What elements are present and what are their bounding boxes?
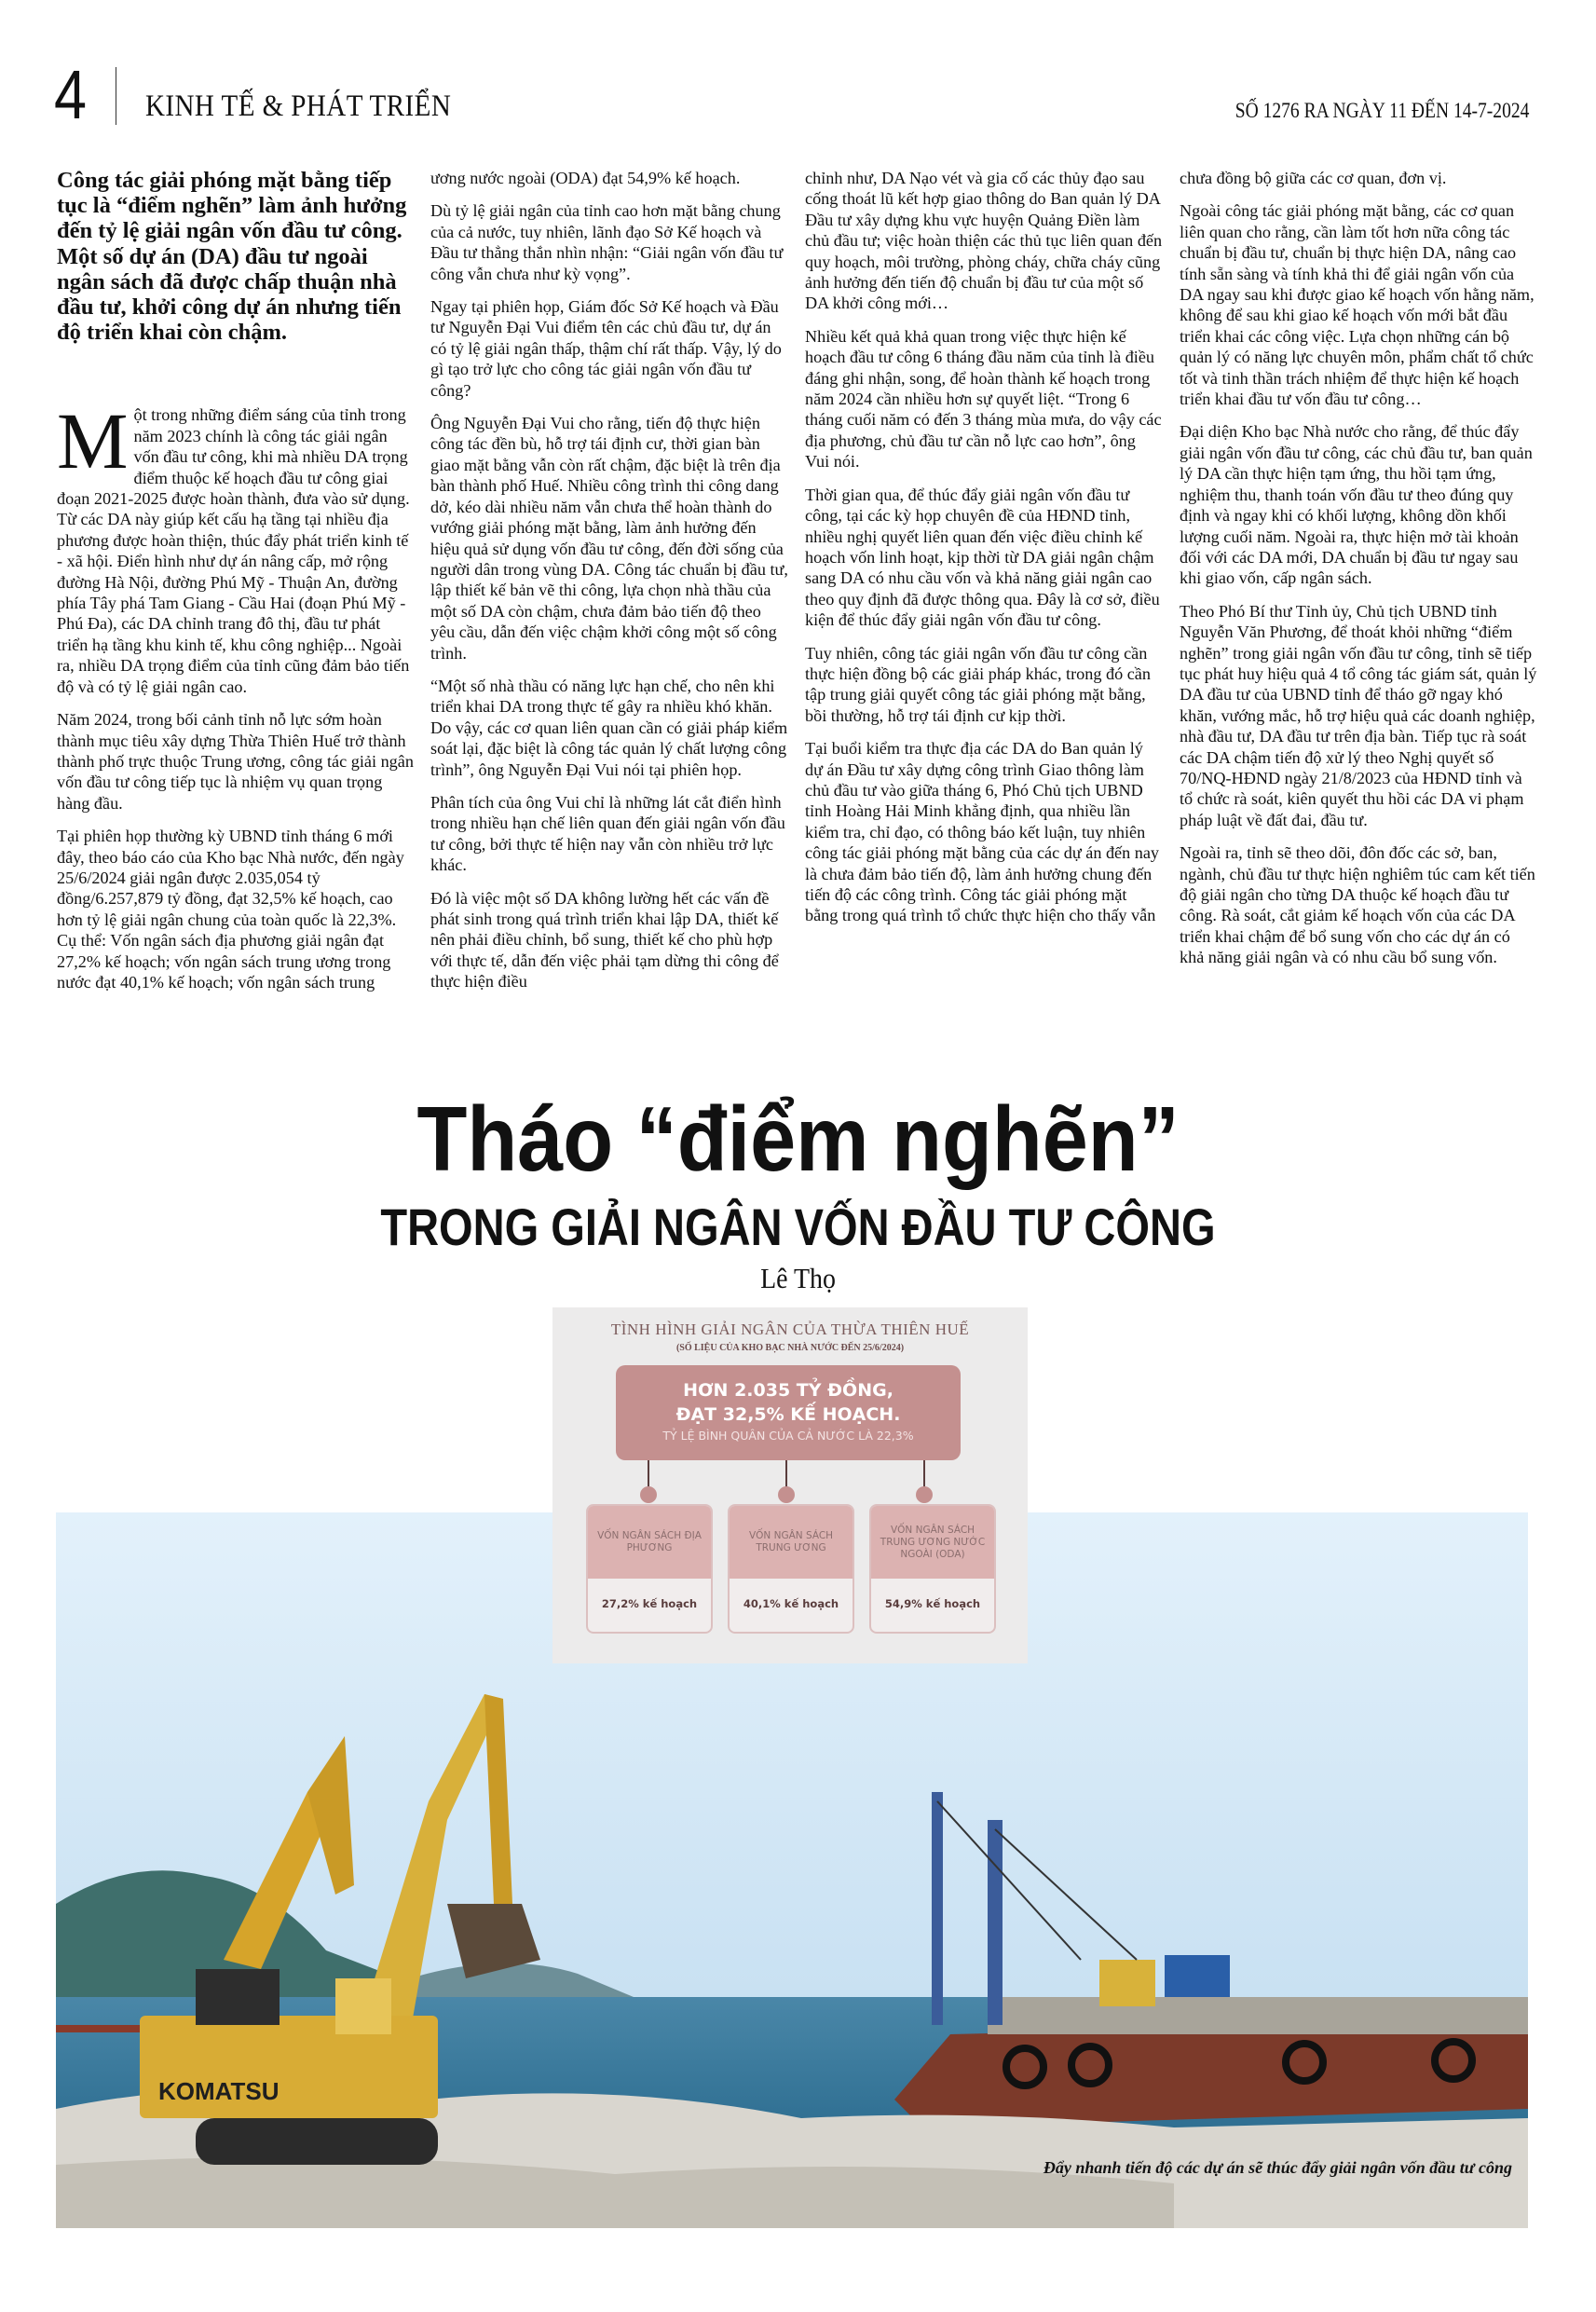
- infographic-title: TÌNH HÌNH GIẢI NGÂN CỦA THỪA THIÊN HUẾ: [610, 1320, 970, 1338]
- article-subtitle-text: TRONG GIẢI NGÂN VỐN ĐẦU TƯ CÔNG: [380, 1197, 1216, 1256]
- summary-line-1: HƠN 2.035 TỶ ĐỒNG,: [683, 1380, 893, 1401]
- box-value: 27,2% kế hoạch: [601, 1597, 698, 1610]
- photo-caption: Đẩy nhanh tiến độ các dự án sẽ thúc đẩy giải ngân vốn đầu tư công: [1043, 2158, 1512, 2177]
- paragraph: Ông Nguyễn Đại Vui cho rằng, tiến độ thực hiện công tác đền bù, hỗ trợ tái định cư, thời gian bàn giao mặt bằng vẫn còn rất chậm, đặc biệt là trên địa bàn thành phố Huế. Nhiều công trình thi công dang dở, kéo dài nhiều năm vẫn chưa thể hoàn thành do vướng giải phóng mặt bằng, làm ảnh hưởng đến hiệu quả sử dụng vốn đầu tư công, đến đời sống của người dân trong vùng DA. Công tác chuẩn bị đầu tư, lập thiết kế bản vẽ thi công, lựa chọn nhà thầu của một số DA còn chậm, chưa đảm bảo tiến độ theo yêu cầu, dẫn đến việc chậm khởi công một số công trình.: [430, 414, 788, 663]
- paragraph: “Một số nhà thầu có năng lực hạn chế, cho nên khi triển khai DA trong thực tế gây ra nhiều khó khăn. Do vậy, các cơ quan liên quan cần có giải pháp kiểm soát lại, đặc biệt là công tác quản lý chất lượng công trình”, ông Nguyễn Đại Vui nói tại phiên họp.: [430, 676, 788, 779]
- infographic-subtitle: (SỐ LIỆU CỦA KHO BẠC NHÀ NƯỚC ĐẾN 25/6/2024): [675, 1343, 905, 1353]
- paragraph: ương nước ngoài (ODA) đạt 54,9% kế hoạch.: [430, 169, 741, 187]
- box-label: VỐN NGÂN SÁCH TRUNG ƯƠNG: [730, 1506, 853, 1579]
- paragraph: Theo Phó Bí thư Tỉnh ủy, Chủ tịch UBND tỉnh Nguyễn Văn Phương, để thoát khỏi những “điểm nghẽn” trong giải ngân vốn đầu tư công, tỉnh sẽ tiếp tục phát huy hiệu quả 4 tổ công tác giám sát, quản lý DA đầu tư của UBND tỉnh để tháo gỡ ngay khó khăn, vướng mắc, hỗ trợ hiệu quả các doanh nghiệp, nhà đầu tư, DA đầu tư trên địa bàn. Tiếp tục rà soát các DA chậm tiến độ xử lý theo Nghị quyết số 70/NQ-HĐND ngày 21/8/2023 của HĐND tỉnh và tổ chức rà soát, kiên quyết thu hồi các DA vi phạm pháp luật về đất đai, đầu tư.: [1180, 601, 1537, 829]
- paragraph: Ngoài ra, tỉnh sẽ theo dõi, đôn đốc các sở, ban, ngành, chủ đầu tư thực hiện nghiêm túc cam kết tiến độ giải ngân cho từng DA thuộc kế hoạch đầu tư công. Rà soát, cắt giảm kế hoạch vốn của các DA triển khai chậm để bổ sung vốn cho các dự án có khả năng giải ngân và có nhu cầu bổ sung vốn.: [1180, 843, 1535, 967]
- paragraph: chưa đồng bộ giữa các cơ quan, đơn vị.: [1180, 169, 1447, 187]
- infographic-summary: [616, 1365, 961, 1460]
- paragraph: Tuy nhiên, công tác giải ngân vốn đầu tư công cần thực hiện đồng bộ các giải pháp khác, trong đó cần tập trung giải quyết công tác giải phóng mặt bằng, bồi thường, hỗ trợ tái định cư kịp thời.: [805, 643, 1151, 725]
- summary-line-3: TỶ LỆ BÌNH QUÂN CỦA CẢ NƯỚC LÀ 22,3%: [662, 1429, 914, 1443]
- paragraph: Đại diện Kho bạc Nhà nước cho rằng, để thúc đẩy giải ngân vốn đầu tư công, các chủ đầu tư, ban quản lý DA cần thực hiện tạm ứng, thu hồi tạm ứng, nghiệm thu, thanh toán vốn đầu tư theo đúng quy định và ngay khi có khối lượng, không dồn khối lượng cuối năm. Ngoài ra, thực hiện mở tài khoản đối với các DA mới, DA chuẩn bị đầu tư ngay sau khi giao vốn, cấp ngân sách.: [1180, 422, 1533, 588]
- paragraph: Tại buổi kiểm tra thực địa các DA do Ban quản lý dự án Đầu tư xây dựng công trình Giao thông làm chủ đầu tư vào giữa tháng 6, Phó Chủ tịch UBND tỉnh Hoàng Hải Minh khẳng định, qua nhiều lần kiểm tra, chỉ đạo, có thông báo kết luận, tuy nhiên công tác giải phóng mặt bằng của các dự án đến nay là chưa đảm bảo tiến độ, làm ảnh hưởng chung đến tiến độ các công trình. Công tác giải phóng mặt bằng trong quá trình tổ chức thực hiện cho thấy vẫn: [805, 739, 1160, 925]
- article-author: Lê Thọ: [760, 1262, 836, 1294]
- box-value: 40,1% kế hoạch: [743, 1597, 839, 1610]
- page-number: 4: [54, 56, 87, 133]
- box-label: VỐN NGÂN SÁCH ĐỊA PHƯƠNG: [588, 1506, 711, 1579]
- paragraph: Nhiều kết quả khả quan trong việc thực hiện kế hoạch đầu tư công 6 tháng đầu năm của tỉnh là điều đáng ghi nhận, song, để hoàn thành kế hoạch trong năm 2024 cần nhiều hơn sự quyết liệt. “Trong 6 tháng cuối năm có đến 3 tháng mùa mưa, do vậy các địa phương, chủ đầu tư cần nỗ lực cao hơn”, ông Vui nói.: [805, 326, 1162, 472]
- section-title: KINH TẾ & PHÁT TRIỂN: [145, 89, 452, 123]
- article-column-4: [1180, 168, 1538, 980]
- box-label: VỐN NGÂN SÁCH TRUNG ƯƠNG NƯỚC NGOÀI (ODA): [871, 1506, 994, 1579]
- connector-line: [785, 1460, 787, 1488]
- connector-dot: [640, 1486, 657, 1503]
- paragraph-text: ột trong những điểm sáng của tỉnh trong năm 2023 chính là công tác giải ngân vốn đầu tư công, khi mà nhiều DA trọng điểm thuộc kế hoạch đầu tư công giai đoạn 2021-2025 được hoàn thành, đưa vào sử dụng. Từ các DA này giúp kết cấu hạ tầng tại nhiều địa phương được hoàn thiện, thúc đẩy phát triển kinh tế - xã hội. Điển hình như dự án nâng cấp, mở rộng đường Hà Nội, đường Phú Mỹ - Thuận An, đường phía Tây phá Tam Giang - Cầu Hai (đoạn Phú Mỹ - Phú Đa), các DA chỉnh trang đô thị, đầu tư phát triển hạ tầng khu kinh tế, khu công nghiệp... Ngoài ra, nhiều DA trọng điểm của tỉnh cũng đảm bảo tiến độ và có tỷ lệ giải ngân cao.: [57, 405, 410, 696]
- paragraph: Ngay tại phiên họp, Giám đốc Sở Kế hoạch và Đầu tư Nguyễn Đại Vui điểm tên các chủ đầu tư, dự án có tỷ lệ giải ngân thấp, thậm chí rất thấp. Vậy, lý do gì tạo trở lực cho công tác giải ngân vốn đầu tư công?: [430, 297, 782, 400]
- paragraph: [57, 396, 416, 697]
- paragraph: Ngoài công tác giải phóng mặt bằng, các cơ quan liên quan cho rằng, cần làm tốt hơn nữa công tác chuẩn bị đầu tư, chuẩn bị thực hiện DA, nâng cao tính sẵn sàng và tính khả thi để giải ngân vốn của DA ngay sau khi được giao kế hoạch vốn hằng năm, không để sau khi giao kế hoạch vốn mới bắt đầu triển khai các công việc. Lựa chọn những cán bộ quản lý có năng lực chuyên môn, phẩm chất tổ chức tốt và tinh thần trách nhiệm để thực hiện kế hoạch triển khai đầu tư vốn đầu tư công…: [1180, 201, 1535, 409]
- drop-cap: M: [57, 396, 129, 486]
- article-title: [0, 1088, 1596, 1190]
- paragraph: Phân tích của ông Vui chỉ là những lát cắt điển hình trong nhiều hạn chế liên quan đến giải ngân vốn đầu tư công, bởi thực tế hiện nay vẫn còn nhiều trở lực khác.: [430, 792, 785, 875]
- article-column-1: [57, 168, 416, 1005]
- summary-line-2: ĐẠT 32,5% KẾ HOẠCH.: [675, 1404, 901, 1425]
- infographic-box-local: [586, 1504, 713, 1634]
- paragraph: Thời gian qua, để thúc đẩy giải ngân vốn đầu tư công, tại các kỳ họp chuyên đề của HĐND tỉnh, nhiều nghị quyết liên quan đến việc điều chỉnh kế hoạch vốn linh hoạt, kịp thời từ DA giải ngân chậm sang DA có nhu cầu vốn và khả năng giải ngân cao theo quy định đã được thông qua. Đây là cơ sở, điều kiện để thúc đẩy giải ngân vốn đầu tư công.: [805, 485, 1160, 630]
- article-column-3: [805, 168, 1164, 938]
- infographic-box-oda: [869, 1504, 996, 1634]
- article-subtitle: [0, 1198, 1596, 1256]
- paragraph: chỉnh như, DA Nạo vét và gia cố các thủy đạo sau cống thoát lũ kết hợp giao thông do Ban quản lý DA Đầu tư xây dựng khu vực huyện Quảng Điền làm chủ đầu tư; việc hoàn thiện các thủ tục liên quan đến quy hoạch, môi trường, phòng cháy, chữa cháy cũng ảnh hưởng đến tiến độ chuẩn bị đầu tư của một số DA khởi công mới…: [805, 169, 1163, 313]
- article-lead: Công tác giải phóng mặt bằng tiếp tục là “điểm nghẽn” làm ảnh hưởng đến tỷ lệ giải ngân vốn đầu tư công. Một số dự án (DA) đầu tư ngoài ngân sách đã được chấp thuận nhà đầu tư, khởi công dự án nhưng tiến độ triển khai còn chậm.: [57, 168, 407, 346]
- paragraph: Dù tỷ lệ giải ngân của tỉnh cao hơn mặt bằng chung của cả nước, tuy nhiên, lãnh đạo Sở Kế hoạch và Đầu tư thẳng thắn nhìn nhận: “Giải ngân vốn đầu tư công vẫn chưa như kỳ vọng”.: [430, 201, 784, 283]
- paragraph: Năm 2024, trong bối cảnh tỉnh nỗ lực sớm hoàn thành mục tiêu xây dựng Thừa Thiên Huế trở thành thành phố trực thuộc Trung ương, công tác giải ngân vốn đầu tư công tiếp tục là nhiệm vụ quan trọng hàng đầu.: [57, 710, 414, 813]
- excavator-brand: KOMATSU: [158, 2077, 280, 2105]
- article-title-text: Tháo “điểm nghẽn”: [416, 1088, 1180, 1190]
- paragraph: Đó là việc một số DA không lường hết các vấn đề phát sinh trong quá trình triển khai lập DA, thiết kế nên phải điều chỉnh, bổ sung, thiết kế cho phù hợp với thực tế, dẫn đến việc phải tạm dừng thi công để thực hiện điều: [430, 888, 779, 992]
- connector-dot: [778, 1486, 795, 1503]
- issue-info: SỐ 1276 RA NGÀY 11 ĐẾN 14-7-2024: [1235, 99, 1529, 122]
- paragraph: Tại phiên họp thường kỳ UBND tỉnh tháng 6 mới đây, theo báo cáo của Kho bạc Nhà nước, đến ngày 25/6/2024 giải ngân được 2.035,054 tỷ đồng/6.257,879 tỷ đồng, đạt 32,5% kế hoạch, cao hơn tỷ lệ giải ngân chung của toàn quốc là 22,3%. Cụ thể: Vốn ngân sách địa phương giải ngân đạt 27,2% kế hoạch; vốn ngân sách trung ương trong nước đạt 40,1% kế hoạch; vốn ngân sách trung: [57, 827, 404, 992]
- infographic-box-central: [728, 1504, 854, 1634]
- connector-dot: [916, 1486, 933, 1503]
- connector-line: [923, 1460, 925, 1488]
- box-value: 54,9% kế hoạch: [884, 1597, 981, 1610]
- disbursement-infographic: [552, 1307, 1028, 1663]
- connector-line: [648, 1460, 649, 1488]
- article-column-2: [430, 168, 789, 1005]
